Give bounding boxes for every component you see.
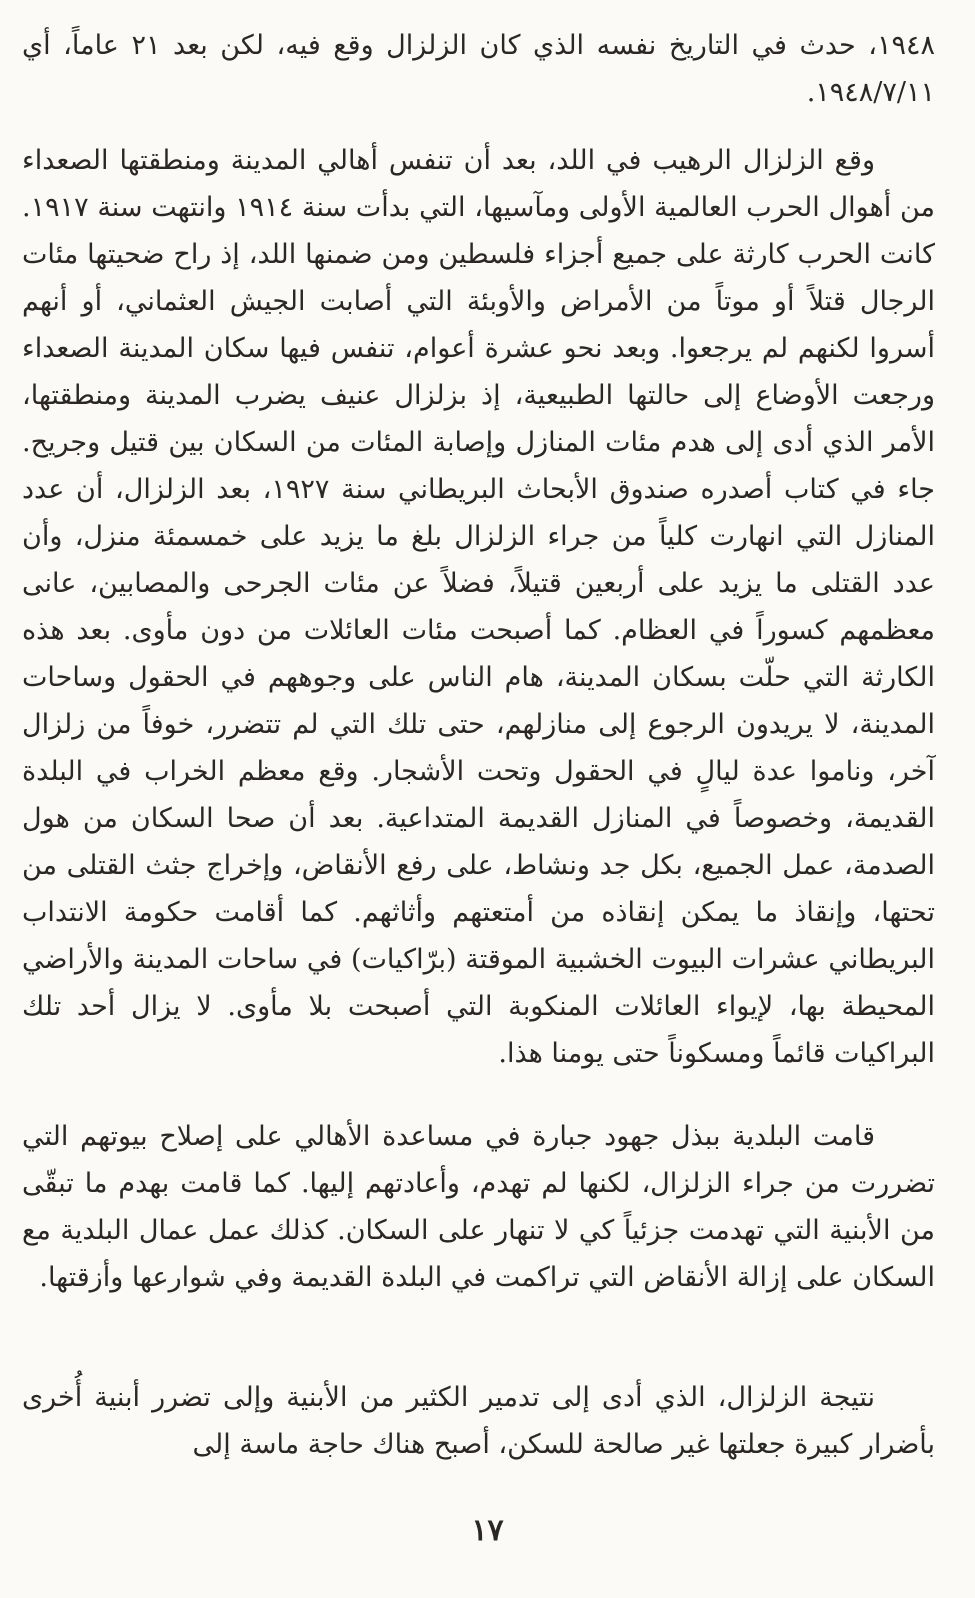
page-number: ١٧ <box>471 1513 504 1548</box>
paragraph-continued <box>22 22 935 116</box>
paragraph-text: وقع الزلزال الرهيب في اللد، بعد أن تنفس أهالي المدينة ومنطقتها الصعداء من أهوال الحرب العالمية الأولى ومآسيها، التي بدأت سنة ١٩١٤ وانتهت سنة ١٩١٧. كانت الحرب كارثة على جميع أجزاء فلسطين ومن ضمنها اللد، إذ راح ضحيتها مئات الرجال قتلاً أو موتاً من الأمراض والأوبئة التي أصابت الجيش العثماني، أو أنهم أسروا لكنهم لم يرجعوا. وبعد نحو عشرة أعوام، تنفس فيها سكان المدينة الصعداء ورجعت الأوضاع إلى حالتها الطبيعية، إذ بزلزال عنيف يضرب المدينة ومنطقتها، الأمر الذي أدى إلى هدم مئات المنازل وإصابة المئات من السكان بين قتيل وجريح. جاء في كتاب أصدره صندوق الأبحاث البريطاني سنة ١٩٢٧، بعد الزلزال، أن عدد المنازل التي انهارت كلياً من جراء الزلزال بلغ ما يزيد على خمسمئة منزل، وأن عدد القتلى ما يزيد على أربعين قتيلاً، فضلاً عن مئات الجرحى والمصابين، عانى معظمهم كسوراً في العظام. كما أصبحت مئات العائلات من دون مأوى. بعد هذه الكارثة التي حلّت بسكان المدينة، هام الناس على وجوههم في الحقول وساحات المدينة، لا يريدون الرجوع إلى منازلهم، حتى تلك التي لم تتضرر، خوفاً من زلزال آخر، وناموا عدة ليالٍ في الحقول وتحت الأشجار. وقع معظم الخراب في البلدة القديمة، وخصوصاً في المنازل القديمة المتداعية. بعد أن صحا السكان من هول الصدمة، عمل الجميع، بكل جد ونشاط، على رفع الأنقاض، وإخراج جثث القتلى من تحتها، وإنقاذ ما يمكن إنقاذه من أمتعتهم وأثاثهم. كما أقامت حكومة الانتداب البريطاني عشرات البيوت الخشبية الموقتة (برّاكيات) في ساحات المدينة والأراضي المحيطة بها، لإيواء العائلات المنكوبة التي أصبحت بلا مأوى. لا يزال أحد تلك البراكيات قائماً ومسكوناً حتى يومنا هذا. <box>22 145 936 1069</box>
paragraph-text: قامت البلدية ببذل جهود جبارة في مساعدة الأهالي على إصلاح بيوتهم التي تضررت من جراء الزلزال، لكنها لم تهدم، وأعادتهم إليها. كما قامت بهدم ما تبقّى من الأبنية التي تهدمت جزئياً كي لا تنهار على السكان. كذلك عمل عمال البلدية مع السكان على إزالة الأنقاض التي تراكمت في البلدة القديمة وفي شوارعها وأزقتها. <box>22 1121 935 1293</box>
paragraph-text: ١٩٤٨، حدث في التاريخ نفسه الذي كان الزلزال وقع فيه، لكن بعد ٢١ عاماً، أي ١٩٤٨/٧/١١. <box>22 30 935 108</box>
paragraph-earthquake <box>22 137 935 1077</box>
paragraph-text: نتيجة الزلزال، الذي أدى إلى تدمير الكثير من الأبنية وإلى تضرر أبنية أُخرى بأضرار كبيرة جعلتها غير صالحة للسكن، أصبح هناك حاجة ماسة إلى <box>22 1382 935 1460</box>
paragraph-municipality <box>22 1113 935 1301</box>
paragraph-result <box>22 1374 935 1468</box>
